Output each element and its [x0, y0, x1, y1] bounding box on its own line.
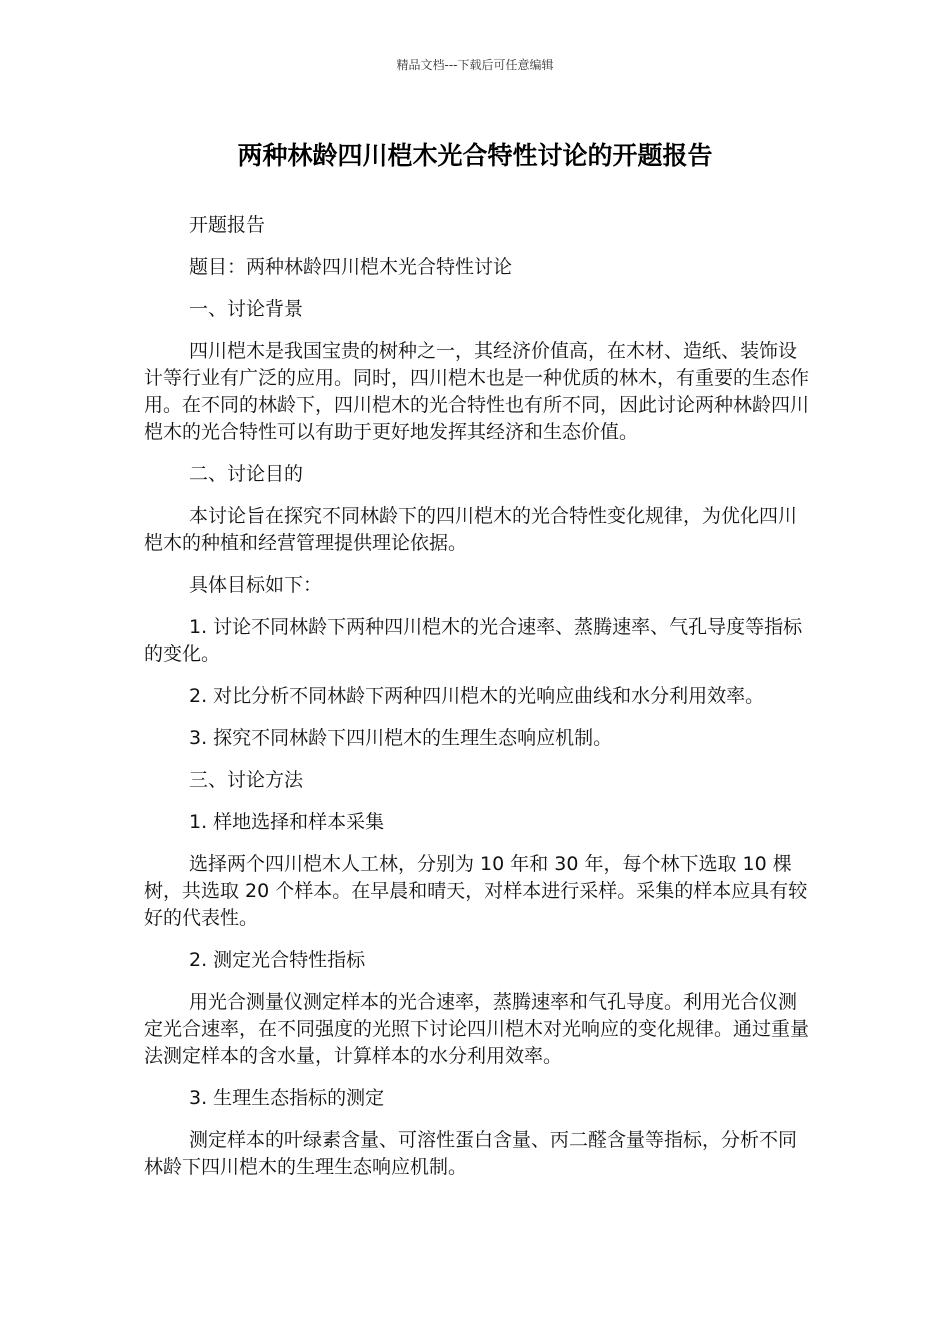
goal-item-2: 2. 对比分析不同林龄下两种四川桤木的光响应曲线和水分利用效率。: [189, 685, 765, 707]
document-title: 两种林龄四川桤木光合特性讨论的开题报告: [237, 141, 713, 170]
paragraph-background: 四川桤木是我国宝贵的树种之一，其经济价值高，在木材、造纸、装饰设计等行业有广泛的应用。同时，四川桤木也是一种优质的林木，有重要的生态作用。在不同的林龄下，四川桤木的光合特性也有所不同，因此讨论两种林龄四川桤木的光合特性可以有助于更好地发挥其经济和生态价值。: [144, 340, 810, 443]
method-text-2: 用光合测量仪测定样本的光合速率，蒸腾速率和气孔导度。利用光合仪测定光合速率，在不同强度的光照下讨论四川桤木对光响应的变化规律。通过重量法测定样本的含水量，计算样本的水分利用效率。: [144, 991, 810, 1067]
header-note: 精品文档---下载后可任意编辑: [396, 58, 554, 72]
goal-item-1: 1. 讨论不同林龄下两种四川桤木的光合速率、蒸腾速率、气孔导度等指标的变化。: [144, 616, 803, 665]
method-heading-3: 3. 生理生态指标的测定: [189, 1087, 385, 1109]
method-heading-1: 1. 样地选择和样本采集: [189, 811, 385, 833]
document-body: [144, 212, 812, 1196]
section-heading-background: 一、讨论背景: [189, 298, 304, 320]
method-text-1: 选择两个四川桤木人工林，分别为 10 年和 30 年，每个林下选取 10 棵树，共选取 20 个样本。在早晨和晴天，对样本进行采样。采集的样本应具有较好的代表性。: [144, 853, 808, 929]
section-heading-purpose: 二、讨论目的: [189, 463, 304, 485]
section-heading-methods: 三、讨论方法: [189, 769, 304, 791]
method-heading-2: 2. 测定光合特性指标: [189, 949, 366, 971]
paragraph-report-label: 开题报告: [189, 214, 266, 236]
method-text-3: 测定样本的叶绿素含量、可溶性蛋白含量、丙二醛含量等指标，分析不同林龄下四川桤木的生理生态响应机制。: [144, 1129, 798, 1178]
paragraph-topic: 题目：两种林龄四川桤木光合特性讨论: [189, 256, 513, 278]
paragraph-goals-intro: 具体目标如下：: [189, 574, 323, 596]
goal-item-3: 3. 探究不同林龄下四川桤木的生理生态响应机制。: [189, 727, 613, 749]
paragraph-purpose: 本讨论旨在探究不同林龄下的四川桤木的光合特性变化规律，为优化四川桤木的种植和经营管理提供理论依据。: [144, 505, 798, 554]
